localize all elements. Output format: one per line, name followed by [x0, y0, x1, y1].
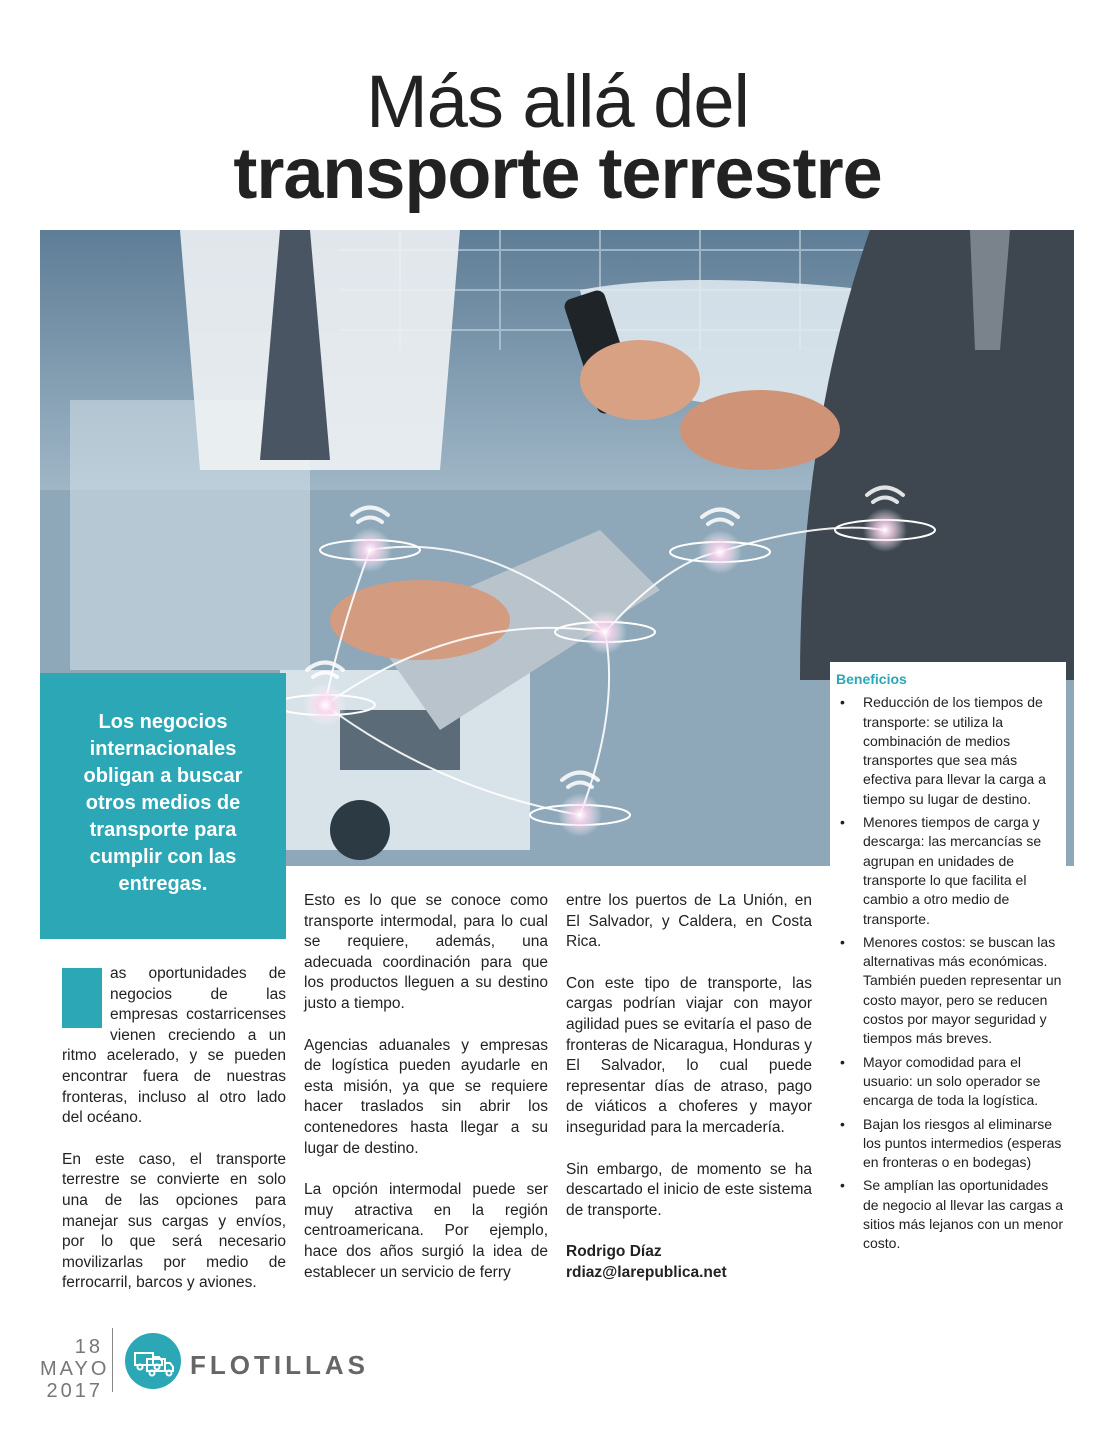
paragraph: La opción intermodal puede ser muy atractiva en la región centroamericana. Por ejemplo, hace dos años surgió la idea de establecer un servicio de ferry — [304, 1181, 548, 1281]
brand-name: FLOTILLAS — [190, 1350, 369, 1380]
truck-wheel — [330, 800, 390, 860]
paragraph: entre los puertos de La Unión, en El Salvador, y Caldera, en Costa Rica. — [566, 892, 812, 951]
list-item: • Menores tiempos de carga y descarga: las mercancías se agrupan en unidades de transporte lo que facilita el cambio a otro medio de transporte. — [836, 813, 1066, 929]
list-item: • Menores costos: se buscan las alternativas más económicas. También pueden representar un costo mayor, pero se reducen costos por mayor seguridad y tiempos más breves. — [836, 933, 1066, 1049]
issue-year: 2017 — [46, 1380, 103, 1402]
article-column-3 — [566, 891, 812, 1284]
paragraph: Sin embargo, de momento se ha descartado el inicio de este sistema de transporte. — [566, 1160, 812, 1219]
list-item: • Reducción de los tiempos de transporte: se utiliza la combinación de medios transportes que sea más efectiva para llevar la carga a tiempo su lugar de destino. — [836, 693, 1066, 809]
list-item: • Se amplían las oportunidades de negocio al llevar las cargas a sitios más lejanos con un menor costo. — [836, 1176, 1066, 1253]
article-column-1 — [62, 964, 286, 1315]
author-name: Rodrigo Díaz — [566, 1243, 662, 1261]
author-email[interactable]: rdiaz@larepublica.net — [566, 1263, 727, 1281]
benefits-heading: Beneficios — [836, 671, 907, 687]
list-item: • Mayor comodidad para el usuario: un solo operador se encarga de toda la logística. — [836, 1053, 1066, 1111]
pull-quote: Los negocios internacionales obligan a buscar otros medios de transporte para cumplir con las entregas. — [40, 673, 286, 939]
paragraph: Con este tipo de transporte, las cargas podrían viajar con mayor agilidad pues se evitaría el paso de fronteras de Nicaragua, Honduras y El Salvador, lo cual puede representar días de atraso, pago de viáticos a choferes y mayor inseguridad para la mercadería. — [566, 974, 812, 1136]
hand-pointing — [680, 390, 840, 470]
footer-divider — [112, 1328, 113, 1392]
typing-hands — [330, 580, 510, 660]
benefits-list — [836, 693, 1066, 1253]
article-column-2 — [304, 891, 548, 1304]
hand-holding-phone — [580, 340, 700, 420]
paragraph: En este caso, el transporte terrestre se convierte en solo una de las opciones para manejar sus cargas y envíos, por lo que será necesario movilizarlas por medio de ferrocarril, barcos y aviones. — [62, 1150, 286, 1292]
paragraph: as oportunidades de negocios de las empresas costarricenses vienen creciendo a un ritmo acelerado, y se pueden encontrar fuera de nuestras fronteras, incluso al otro lado del océano. — [62, 965, 286, 1127]
list-item: • Bajan los riesgos al eliminarse los puntos intermedios (esperas en fronteras o en bodegas) — [836, 1115, 1066, 1173]
title-line-2: transporte terrestre — [233, 134, 882, 214]
truck-logo-icon — [125, 1333, 181, 1389]
issue-month: MAYO — [40, 1358, 110, 1380]
paragraph: Agencias aduanales y empresas de logística pueden ayudarle en esta misión, ya que se requiere hacer traslados sin abrir los contenedores hasta llegar a su lugar de destino. — [304, 1036, 548, 1157]
benefits-sidebar — [830, 662, 1066, 1258]
page-number: 18 — [74, 1336, 103, 1358]
title-line-1: Más allá del — [366, 60, 749, 143]
drop-cap: L — [62, 962, 102, 1034]
paragraph: Esto es lo que se conoce como transporte intermodal, para lo cual se requiere, además, una adecuada coordinación para que los productos lleguen a su destino justo a tiempo. — [304, 892, 548, 1012]
